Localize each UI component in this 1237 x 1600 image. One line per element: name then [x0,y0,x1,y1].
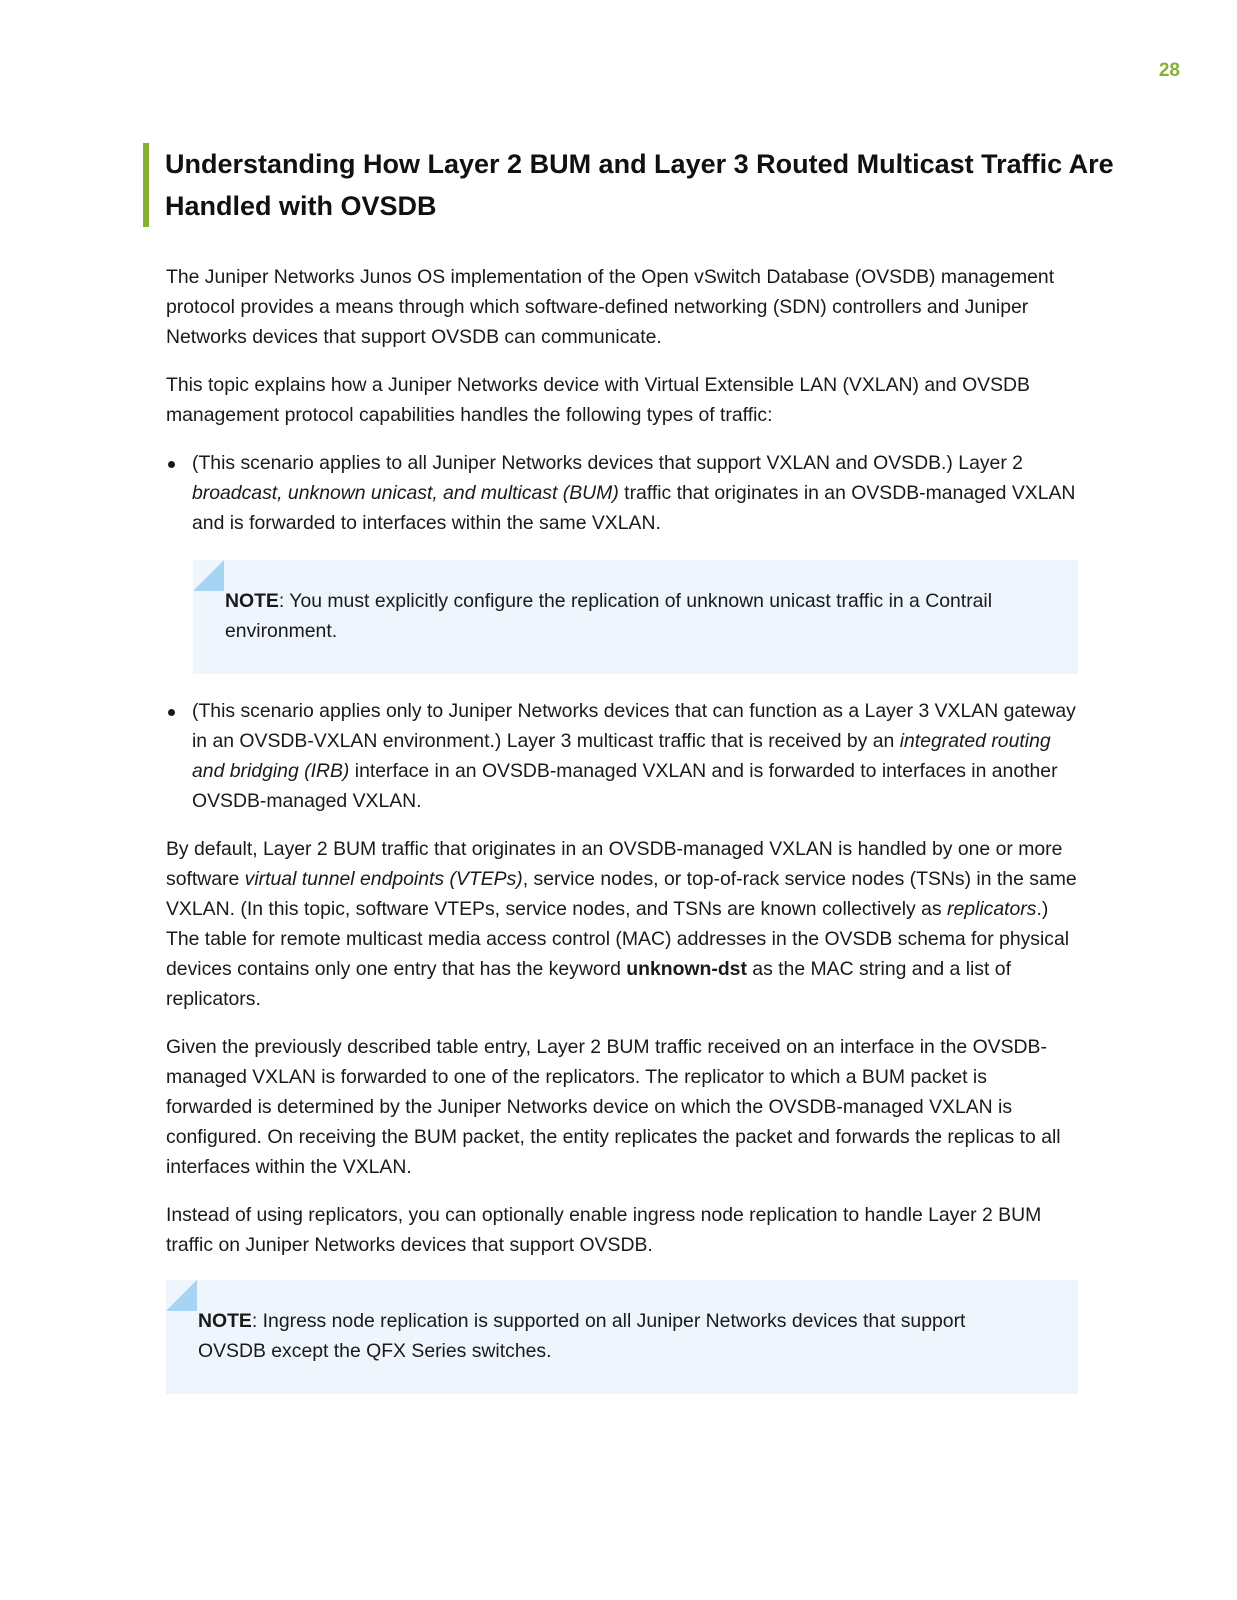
term-replicators: replicators [946,898,1037,920]
note-corner-icon [166,1280,197,1311]
note-corner-icon [193,560,224,591]
given-paragraph: Given the previously described table entry, Layer 2 BUM traffic received on an interface in the OVSDB-managed VXLAN is forwarded to one of the replicators. The replicator to which a BUM packet is forwarded is determined by the Juniper Networks device on which the OVSDB-managed VXLAN is configured. On receiving the BUM packet, the entity replicates the packet and forwards the replicas to all interfaces within the VXLAN. [166,1036,1061,1178]
note-box [193,560,1078,674]
keyword-unknown-dst: unknown-dst [626,958,747,980]
topic-paragraph: This topic explains how a Juniper Networks device with Virtual Extensible LAN (VXLAN) and OVSDB management protocol capabilities handles the following types of traffic: [166,374,1030,426]
note-box [166,1280,1078,1394]
bullet-text: (This scenario applies only to Juniper Networks devices that can function as a Layer 3 VXLAN gateway in an OVSDB-VXLAN environment.) Layer 3 multicast traffic that is received by an [192,700,1076,752]
list-item [166,696,1078,816]
note-text: : You must explicitly configure the replication of unknown unicast traffic in a Contrail environment. [225,590,993,642]
paragraph-text: By default, Layer 2 BUM traffic that originates in an OVSDB-managed VXLAN is handled by one or more software [166,838,1063,890]
bullet-text: (This scenario applies to all Juniper Networks devices that support VXLAN and OVSDB.) Layer 2 [192,452,1023,474]
bullet-text: interface in an OVSDB-managed VXLAN and is forwarded to interfaces in another OVSDB-managed VXLAN. [192,760,1058,812]
term-vteps: virtual tunnel endpoints (VTEPs) [244,868,523,890]
note-text: : Ingress node replication is supported on all Juniper Networks devices that support OVSDB except the QFX Series switches. [198,1310,966,1362]
title-block [143,143,1115,227]
paragraph-text: as the MAC string and a list of replicators. [166,958,1011,1010]
list-item [166,448,1078,538]
bullet-text: traffic that originates in an OVSDB-managed VXLAN and is forwarded to interfaces within the same VXLAN. [192,482,1076,534]
document-body [166,262,1078,1412]
bullet-icon [168,461,175,468]
bullet-emphasis: broadcast, unknown unicast, and multicast (BUM) [192,482,619,504]
bullet-icon [168,709,175,716]
page-title: Understanding How Layer 2 BUM and Layer 3 Routed Multicast Traffic Are Handled with OVSDB [165,149,1114,221]
default-paragraph [166,834,1078,1014]
note-label: NOTE [198,1310,252,1332]
note-label: NOTE [225,590,279,612]
instead-paragraph: Instead of using replicators, you can optionally enable ingress node replication to handle Layer 2 BUM traffic on Juniper Networks devices that support OVSDB. [166,1204,1042,1256]
intro-paragraph: The Juniper Networks Junos OS implementation of the Open vSwitch Database (OVSDB) management protocol provides a means through which software-defined networking (SDN) controllers and Juniper Networks devices that support OVSDB can communicate. [166,266,1055,348]
paragraph-text: .) The table for remote multicast media access control (MAC) addresses in the OVSDB schema for physical devices contains only one entry that has the keyword [166,898,1070,980]
bullet-emphasis: integrated routing and bridging (IRB) [192,730,1051,782]
page-number: 28 [1158,60,1180,81]
paragraph-text: , service nodes, or top-of-rack service nodes (TSNs) in the same VXLAN. (In this topic, software VTEPs, service nodes, and TSNs are known collectively as [166,868,1077,920]
